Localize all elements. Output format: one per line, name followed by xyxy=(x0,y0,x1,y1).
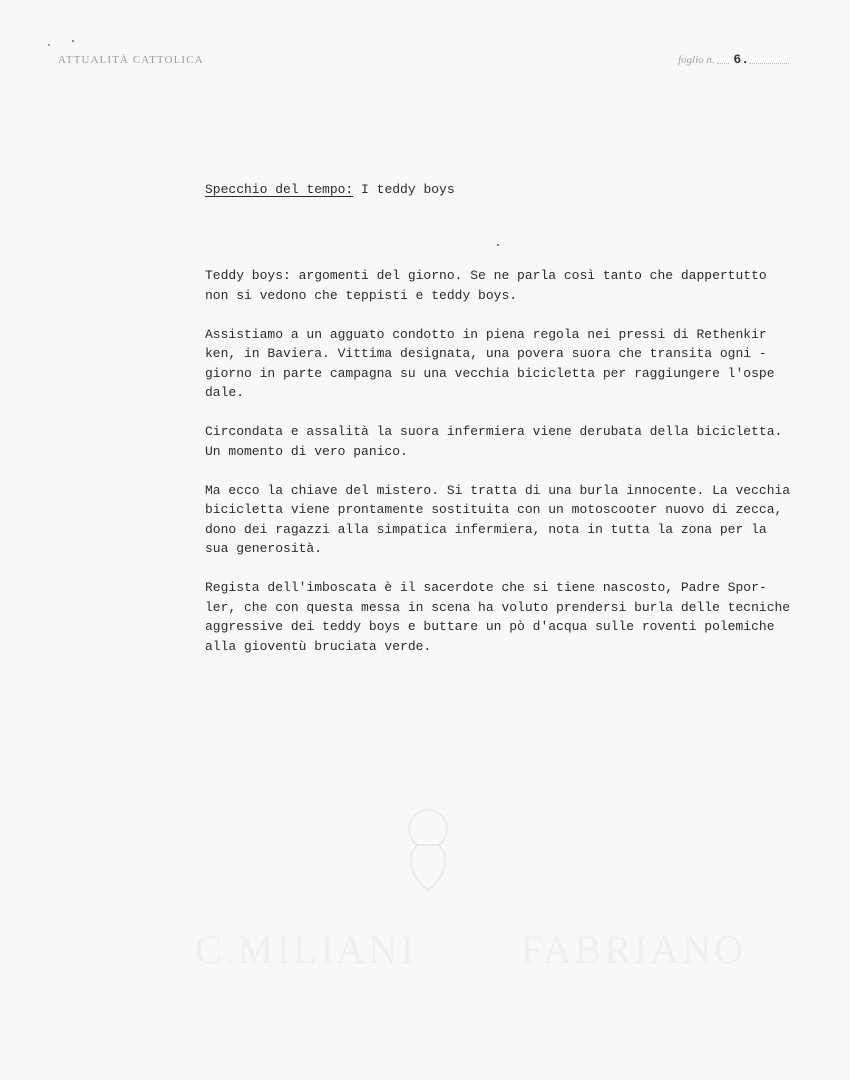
article-body xyxy=(205,266,825,676)
text-line: ken, in Baviera. Vittima designata, una povera suora che transita ogni - xyxy=(205,346,767,361)
text-line: Assistiamo a un agguato condotto in piena regola nei pressi di Rethenkir xyxy=(205,326,767,342)
text-line: ler, che con questa messa in scena ha voluto prendersi burla delle tecniche xyxy=(205,599,791,615)
text-line: non si vedono che teppisti e teddy boys. xyxy=(205,287,518,303)
text-line: bicicletta viene prontamente sostituita con un motoscooter nuovo di zecca, xyxy=(205,502,783,517)
title-section: Specchio del tempo: xyxy=(205,182,354,197)
text-line: dale. xyxy=(205,385,245,400)
paragraph xyxy=(205,422,825,461)
text-line: sua generosità. xyxy=(205,541,323,556)
title-subject: I teddy boys xyxy=(353,182,455,197)
paragraph xyxy=(205,578,825,656)
text-line: aggressive dei teddy boys e buttare un pò d'acqua sulle roventi polemiche xyxy=(205,619,775,634)
sheet-label: foglio n. xyxy=(678,54,715,66)
publication-header: ATTUALITÀ CATTOLICA xyxy=(58,54,204,66)
paragraph xyxy=(205,325,825,403)
dotted-leader xyxy=(749,63,789,64)
paper-mark xyxy=(48,44,50,46)
text-line: giorno in parte campagna su una vecchia bicicletta per raggiungere l'ospe xyxy=(205,365,775,381)
text-line: Un momento di vero panico. xyxy=(205,443,408,459)
text-line: Regista dell'imboscata è il sacerdote che si tiene nascosto, Padre Spor- xyxy=(205,580,767,595)
article-title xyxy=(205,182,455,197)
sheet-number-field xyxy=(678,52,789,67)
dotted-leader xyxy=(717,63,729,64)
paper-watermark: C.MILIANI FABRIANO xyxy=(195,927,746,972)
paragraph xyxy=(205,481,825,559)
text-line: alla gioventù bruciata verde. xyxy=(205,638,432,654)
text-line: dono dei ragazzi alla simpatica infermiera, nota in tutta la zona per la xyxy=(205,521,767,537)
text-line: Teddy boys: argomenti del giorno. Se ne parla così tanto che dappertutto xyxy=(205,268,767,283)
watermark-emblem-icon xyxy=(388,800,468,900)
text-line: Circondata e assalità la suora infermiera viene derubata della bicicletta. xyxy=(205,424,783,439)
text-line: Ma ecco la chiave del mistero. Si tratta di una burla innocente. La vecchia xyxy=(205,482,791,498)
paper-mark xyxy=(72,40,74,42)
sheet-number: 6. xyxy=(733,52,750,67)
paper-mark xyxy=(497,244,499,246)
paragraph xyxy=(205,266,825,305)
